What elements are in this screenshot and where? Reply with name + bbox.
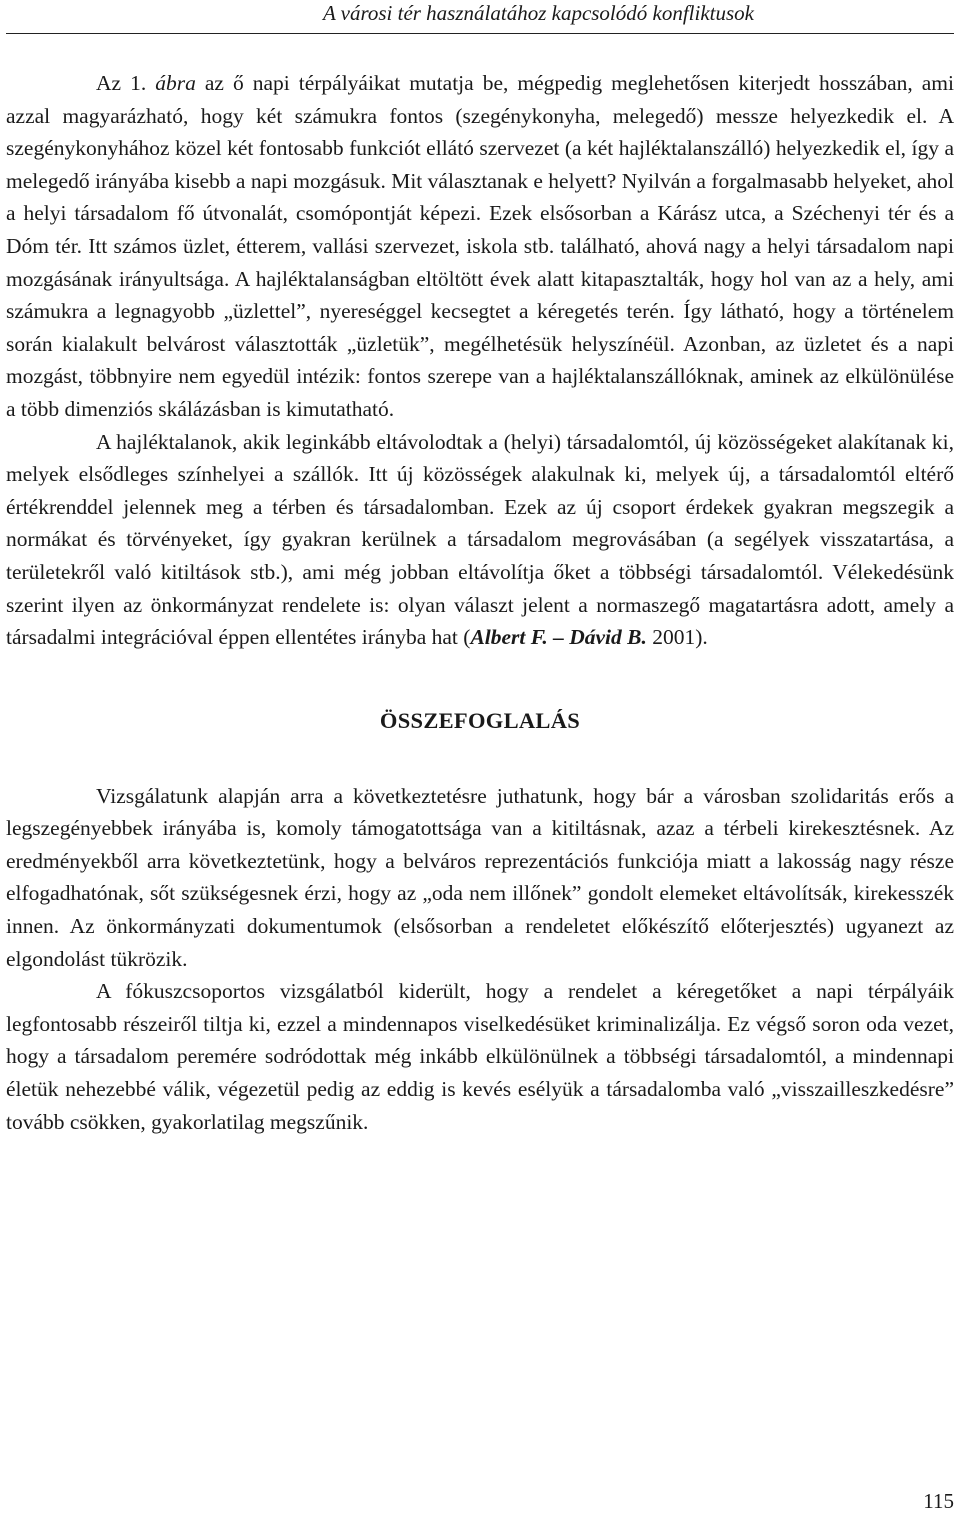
paragraph-text: Vizsgálatunk alapján arra a következtetésre juthatunk, hogy bár a városban szolidaritás erős a legszegényebbek irányába is, komoly támogatottsága van a kitiltásnak, azaz a térbeli kirekesztésnek. Az eredményekből arra következtetünk, hogy a belváros reprezentációs funkciója miatt a lakosság nagy része elfogadhatónak, sőt szükségesnek érzi, hogy az „oda nem illőnek” gondolt elemeket eltávolítsák, kirekesszék innen. Az önkormányzati dokumentumok (elsősorban a rendeletet előkészítő előterjesztés) ugyanezt az elgondolást tükrözik. xyxy=(6,783,954,971)
running-header xyxy=(6,0,954,34)
figure-reference: ábra xyxy=(155,71,196,95)
summary-paragraph-2 xyxy=(6,975,954,1138)
paragraph-text: A hajléktalanok, akik leginkább eltávolodtak a (helyi) társadalomtól, új közösségeket alakítanak ki, melyek elsődleges színhelyei a szállók. Itt új közösségek alakulnak ki, melyek új, a társadalomtól eltérő értékrenddel jelennek meg a térben és társadalomban. Ezek az új csoport érdekek gyakran megszegik a normákat és törvényeket, így gyakran kerülnek a társadalom megrovásában (a segélyek visszatartása, a területekről való kitiltások stb.), ami még jobban eltávolítja őket a többségi társadalomtól. Vélekedésünk szerint ilyen az önkormányzat rendelete is: olyan választ jelent a normaszegő magatartásra adott, amely a társadalmi integrációval éppen ellentétes irányba hat ( xyxy=(6,429,954,650)
section-heading: ÖSSZEFOGLALÁS xyxy=(379,707,581,733)
summary-paragraph-1 xyxy=(6,780,954,976)
paragraph-text: Az 1. xyxy=(96,71,156,95)
paragraph-text: az ő napi térpályáikat mutatja be, mégpedig meglehetősen kiterjedt hosszában, ami azzal magyarázható, hogy két számukra fontos (szegénykonyha, melegedő) messze helyezkedik el. A szegénykonyhához közel két fontosabb funkciót ellátó szervezet (a két hajléktalanszálló) helyezkedik el, így a melegedő irányába kisebb a napi mozgásuk. Mit választanak e helyett? Nyilván a forgalmasabb helyeket, ahol a helyi társadalom fő útvonalát, csomópontját képezi. Ezek elsősorban a Kárász utca, a Széchenyi tér és a Dóm tér. Itt számos üzlet, étterem, vallási szervezet, iskola stb. található, ahová nagy a helyi társadalom napi mozgásának irányultsága. A hajléktalanságban eltöltött évek alatt kitapasztalták, hogy hol van az a hely, ami számukra a legnagyobb „üzlettel”, nyereséggel kecsegtet a kéregetés terén. Így látható, hogy a történelem során kialakult belvárost választották „üzletük”, megélhetésük helyszínéül. Azonban, az üzletet és a napi mozgást, többnyire nem egyedül intézik: fontos szerepe van a hajléktalanszállóknak, aminek az elkülönülése a több dimenziós skálázásban is kimutatható. xyxy=(6,71,955,421)
paragraph-text: 2001). xyxy=(646,625,708,650)
body-paragraph-1 xyxy=(6,67,954,426)
citation-authors: Albert F. – Dávid B. xyxy=(470,625,647,650)
body-paragraph-2 xyxy=(6,426,954,654)
document-body xyxy=(6,67,954,1138)
paragraph-text: A fókuszcsoportos vizsgálatból kiderült, hogy a rendelet a kéregetőket a napi térpályáik legfontosabb részeiről tiltja ki, ezzel a mindennapos viselkedésüket kriminalizálja. Ez végső soron oda vezet, hogy a társadalom peremére sodródottak még inkább elkülönülnek a többségi társadalomtól, a mindennapi életük nehezebbé válik, végezetül pedig az eddig is kevés esélyük a társadalomba való „visszailleszkedésre” tovább csökken, gyakorlatilag megszűnik. xyxy=(6,979,954,1134)
running-header-title: A városi tér használatához kapcsolódó konfliktusok xyxy=(322,1,754,25)
page-number: 115 xyxy=(923,1489,954,1513)
